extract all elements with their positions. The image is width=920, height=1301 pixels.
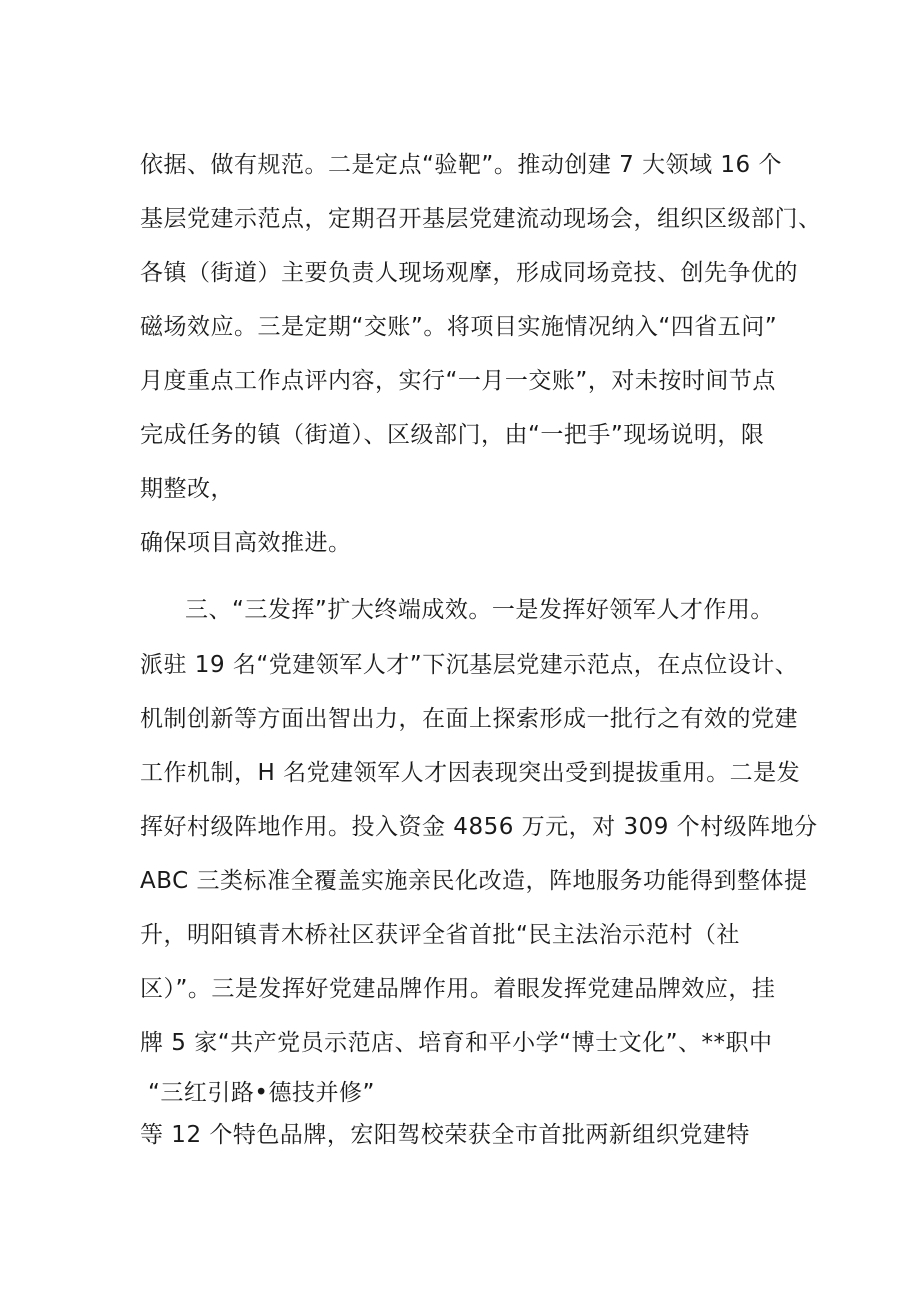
paragraph-line: 机制创新等方面出智出力，在面上探索形成一批行之有效的党建 xyxy=(140,706,798,732)
paragraph-line: “三红引路•德技并修” xyxy=(148,1080,375,1106)
paragraph-line: 挥好村级阵地作用。投入资金 4856 万元，对 309 个村级阵地分 xyxy=(140,814,818,840)
paragraph-line: 依据、做有规范。二是定点“验靶”。推动创建 7 大领域 16 个 xyxy=(140,152,782,178)
paragraph-line: 牌 5 家“共产党员示范店、培育和平小学“博士文化”、**职中 xyxy=(140,1030,773,1056)
paragraph-line: 基层党建示范点，定期召开基层党建流动现场会，组织区级部门、 xyxy=(140,206,822,232)
paragraph-line: 派驻 19 名“党建领军人才”下沉基层党建示范点，在点位设计、 xyxy=(140,652,799,678)
paragraph-line: 升，明阳镇青木桥社区获评全省首批“民主法治示范村（社 xyxy=(140,922,740,948)
paragraph-line: 等 12 个特色品牌，宏阳驾校荣获全市首批两新组织党建特 xyxy=(140,1122,750,1148)
paragraph-line: 区）”。三是发挥好党建品牌作用。着眼发挥党建品牌效应，挂 xyxy=(140,976,776,1002)
paragraph-line: 磁场效应。三是定期“交账”。将项目实施情况纳入“四省五问” xyxy=(140,314,778,340)
paragraph-line: 完成任务的镇（街道）、区级部门，由“一把手”现场说明，限 xyxy=(140,422,765,448)
paragraph-line: 工作机制，H 名党建领军人才因表现突出受到提拔重用。二是发 xyxy=(140,760,801,786)
paragraph-line: 确保项目高效推进。 xyxy=(140,530,352,556)
paragraph-line: 月度重点工作点评内容，实行“一月一交账”，对未按时间节点 xyxy=(140,368,776,394)
paragraph-line: 期整改， xyxy=(140,476,234,502)
paragraph-line: 各镇（街道）主要负责人现场观摩，形成同场竞技、创先争优的 xyxy=(140,260,798,286)
paragraph-line: ABC 三类标准全覆盖实施亲民化改造，阵地服务功能得到整体提 xyxy=(140,868,808,894)
section-heading-line: 三、“三发挥”扩大终端成效。一是发挥好领军人才作用。 xyxy=(185,597,774,623)
